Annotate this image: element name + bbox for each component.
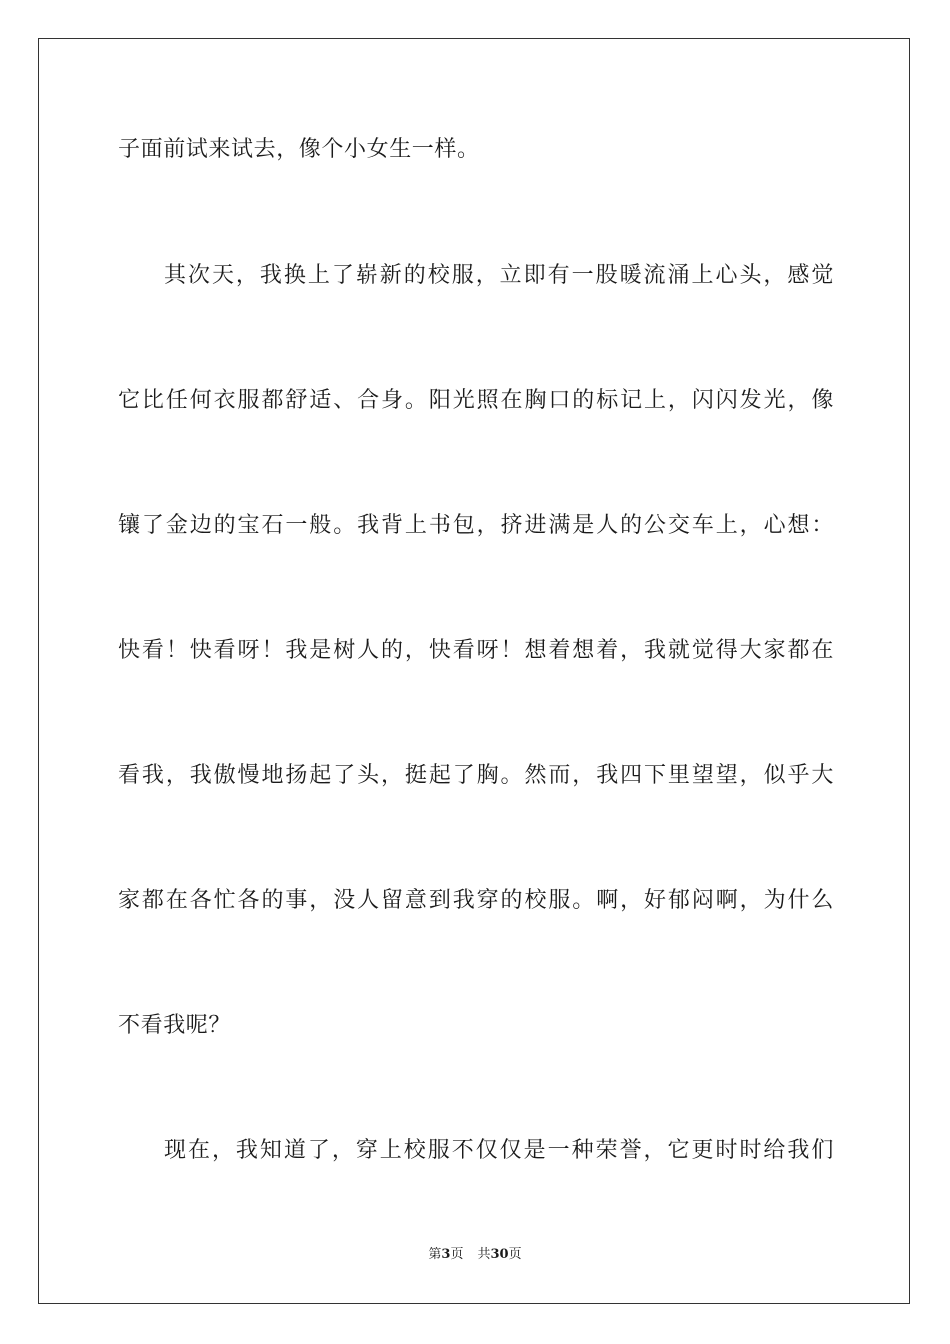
total-prefix: 共 [477, 1247, 491, 1262]
page-suffix: 页 [450, 1247, 464, 1262]
total-suffix: 页 [508, 1247, 522, 1262]
paragraph-line: 看我，我傲慢地扬起了头，挺起了胸。然而，我四下里望望，似乎大 [118, 763, 834, 788]
paragraph-line: 其次天，我换上了崭新的校服，立即有一股暖流涌上心头，感觉 [164, 263, 834, 288]
paragraph-line: 家都在各忙各的事，没人留意到我穿的校服。啊，好郁闷啊，为什么 [118, 888, 834, 913]
paragraph-line: 镶了金边的宝石一般。我背上书包，挤进满是人的公交车上，心想： [118, 513, 834, 538]
paragraph-line: 现在，我知道了，穿上校服不仅仅是一种荣誉，它更时时给我们 [164, 1138, 834, 1163]
page-number: 3 [441, 1247, 451, 1262]
page-footer [0, 1246, 950, 1264]
paragraph-line: 子面前试来试去，像个小女生一样。 [118, 137, 480, 162]
total-pages: 30 [490, 1247, 509, 1262]
paragraph-line: 它比任何衣服都舒适、合身。阳光照在胸口的标记上，闪闪发光，像 [118, 388, 834, 413]
paragraph-line: 快看！快看呀！我是树人的，快看呀！想着想着，我就觉得大家都在 [118, 638, 834, 663]
page-border [38, 38, 910, 1304]
paragraph-line: 不看我呢？ [118, 1013, 232, 1038]
page-prefix: 第 [428, 1247, 442, 1262]
